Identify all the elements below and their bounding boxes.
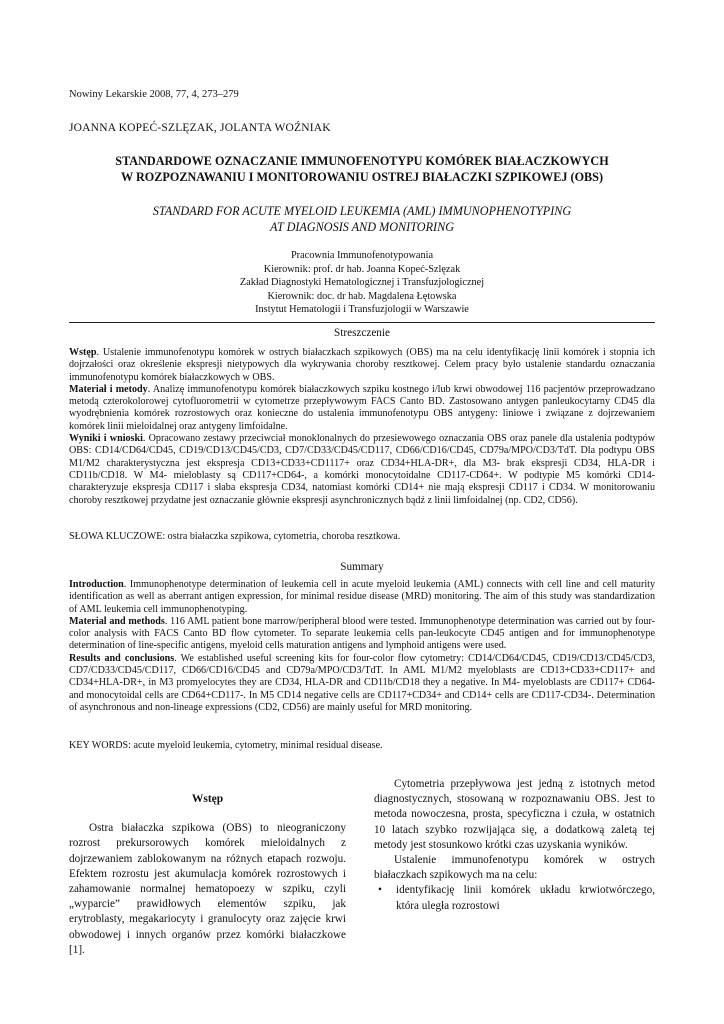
affiliation-line: Instytut Hematologii i Transfuzjologii w Warszawie <box>255 304 469 316</box>
title-polish-line-2: W ROZPOZNAWANIU I MONITOROWANIU OSTREJ BIAŁACZKI SZPIKOWEJ (OBS) <box>120 170 604 184</box>
body-column-right <box>374 777 655 914</box>
summary-heading: Summary <box>340 561 384 573</box>
summary-paragraph-results: Results and conclusions. We established useful screening kits for four-color flow cytometry: CD14/CD64/CD45, CD19/CD13/CD45/CD3, CD7/CD33/CD45/CD117, CD66/CD16/CD45 and CD79a/MPO/CD3/TdT. In AML M1/M2 myeloblasts are CD13+CD33+CD117+ and CD34+HLA-DR+, in M3 promyelocytes they are CD34, HLA-DR and CD11b/CD18 they a negative. In M4- myeloblasts are CD117+ CD64- and monocytoidal cells are CD64+CD117-. In M5 CD14 negative cells are CD117+CD34+ and CD14+ cells are CD117-CD34-. Determination of asynchronous and non-lineage expressions (CD2, CD56) are mainly useful for MRD monitoring. <box>69 652 655 713</box>
body-paragraph: Ustalenie immunofenotypu komórek w ostrych białaczkach szpikowych ma na celu: <box>374 854 655 882</box>
summary-label: Introduction <box>69 579 124 590</box>
title-english <box>69 203 655 235</box>
streszczenie-heading: Streszczenie <box>334 327 390 339</box>
body-paragraph: Ostra białaczka szpikowa (OBS) to nieograniczony rozrost prekursorowych komórek mieloidalnych z dojrzewaniem zablokowanym na różnych etapach rozwoju. Efektem rozrostu jest akumulacja komórek rozrostowych i zahamowanie normalnej hematopoezy w szpiku, czyli „wyparcie” prawidłowych elementów szpiku, jak erytroblasty, megakariocyty i granulocyty oraz zajęcie krwi obwodowej i innych organów przez komórki białaczkowe [1]. <box>69 822 346 956</box>
streszczenie-body <box>69 347 655 507</box>
affiliation-line: Zakład Diagnostyki Hematologicznej i Transfuzjologicznej <box>239 277 485 289</box>
keywords-polish: SŁOWA KLUCZOWE: ostra białaczka szpikowa, cytometria, choroba resztkowa. <box>69 531 401 542</box>
aims-list <box>374 883 655 913</box>
list-item <box>374 883 655 913</box>
summary-label: Results and conclusions <box>69 652 175 664</box>
body-paragraph: Cytometria przepływowa jest jedną z istotnych metod diagnostycznych, stosowaną w rozpoznawaniu OBS. Jest to metoda nowoczesna, prosta, specyficzna i czuła, w ostatnich 10 latach szybko rozwijająca się, a dodatkową zaletą tej metody jest stosunkowo krótki czas uzyskania wyników. <box>374 778 655 851</box>
title-polish <box>69 153 655 185</box>
affiliation-line: Pracownia Immunofenotypowania <box>290 250 434 261</box>
summary-body <box>69 579 655 714</box>
summary-paragraph-methods: Material and methods. 116 AML patient bone marrow/peripheral blood were tested. Immunophenotype determination was carried out by four-color analysis with FACS Canto BD flow cytometer. To separate leukemia cells pan-leukocyte CD45 antigen and for immunophenotype determination of line-specific antigens, myeloid cells maturation antigens and lymphoid antigens were used. <box>69 615 655 652</box>
abstract-label: Wstęp <box>69 347 97 358</box>
section-heading-wstep: Wstęp <box>191 793 224 805</box>
body-column-left <box>69 792 346 958</box>
title-polish-line-1: STANDARDOWE OZNACZANIE IMMUNOFENOTYPU KOMÓREK BIAŁACZKOWYCH <box>115 154 609 168</box>
affiliation-line: Kierownik: doc. dr hab. Magdalena Łętowska <box>267 290 457 302</box>
abstract-paragraph-material: Materiał i metody. Analizę immunofenotypu komórek białaczkowych szpiku kostnego i/lub krwi obwodowej 116 pacjentów przeprowadzano metodą czterokolorowej cytofluorometrii w cytometrze przepływowym FACS Canto BD. Zastosowano antygen panleukocytarny CD45 dla wyodrębnienia komórek rozrostowych oraz konieczne do ustalenia immunofenotypu OBS antygeny: liniowe i związane z dojrzewaniem komórek linii mieloidalnej oraz antygeny limfoidalne. <box>69 383 656 432</box>
abstract-paragraph-wyniki: Wyniki i wnioski. Opracowano zestawy przeciwciał monoklonalnych do przesiewowego oznaczania OBS oraz panele dla ustalenia podtypów OBS: CD14/CD64/CD45, CD19/CD13/CD45/CD3, CD7/CD33/CD45/CD117, CD66/CD16/CD45, CD79a/MPO/CD3/TdT. Dla podtypu OBS M1/M2 charakterystyczna jest ekspresja CD13+CD33+CD1117+ oraz CD34+HLA-DR+, dla M3- brak ekspresji CD34, HLA-DR i CD11b/CD18. W M4- mieloblasty są CD117+CD64-, a komórki monocytoidalne CD117-CD64+. W podtypie M5 komórki CD14- charakteryzuje ekspresja CD117 i słaba ekspresja CD34, natomiast komórki CD14+ nie mają ekspresji CD117 i CD34. W monitorowaniu choroby resztkowej przydatne jest oznaczanie głównie ekspresji asynchronicznych bądź z linii limfoidalnej (np. CD2, CD56). <box>69 433 655 506</box>
title-english-line-2: AT DIAGNOSIS AND MONITORING <box>269 220 455 234</box>
list-item-text: identyfikację linii komórek układu krwiotwórczego, która uległa rozrostowi <box>396 884 655 912</box>
author-line: JOANNA KOPEĆ-SZLĘZAK, JOLANTA WOŹNIAK <box>69 122 331 134</box>
abstract-label: Materiał i metody <box>69 383 148 395</box>
summary-paragraph-intro: Introduction. Immunophenotype determination of leukemia cell in acute myeloid leukemia (AML) connects with cell line and cell maturity identification as well as aberrant antigen expression, for minimal residue disease (MRD) monitoring. The aim of this study was standardization of AML leukemia cell immunophenotyping. <box>69 579 655 615</box>
section-divider <box>69 322 655 323</box>
keywords-english: KEY WORDS: acute myeloid leukemia, cytometry, minimal residual disease. <box>69 740 383 751</box>
affiliation-block <box>69 249 655 317</box>
title-english-line-1: STANDARD FOR ACUTE MYELOID LEUKEMIA (AML) IMMUNOPHENOTYPING <box>152 204 572 218</box>
summary-label: Material and methods <box>69 615 165 627</box>
abstract-paragraph-wstep: Wstęp. Ustalenie immunofenotypu komórek w ostrych białaczkach szpikowych (OBS) ma na celu identyfikację linii komórek i stopnia ich dojrzałości oraz określenie ekspresji nietypowych dla wykrywania choroby resztkowej. Celem pracy było ustalenie standardu oznaczania immunofenotypu komórek białaczkowych w OBS. <box>69 347 655 383</box>
bullet-icon: • <box>378 884 382 897</box>
affiliation-line: Kierownik: prof. dr hab. Joanna Kopeć-Szlęzak <box>263 263 461 275</box>
journal-reference: Nowiny Lekarskie 2008, 77, 4, 273–279 <box>69 89 239 100</box>
abstract-label: Wyniki i wnioski <box>69 433 143 445</box>
